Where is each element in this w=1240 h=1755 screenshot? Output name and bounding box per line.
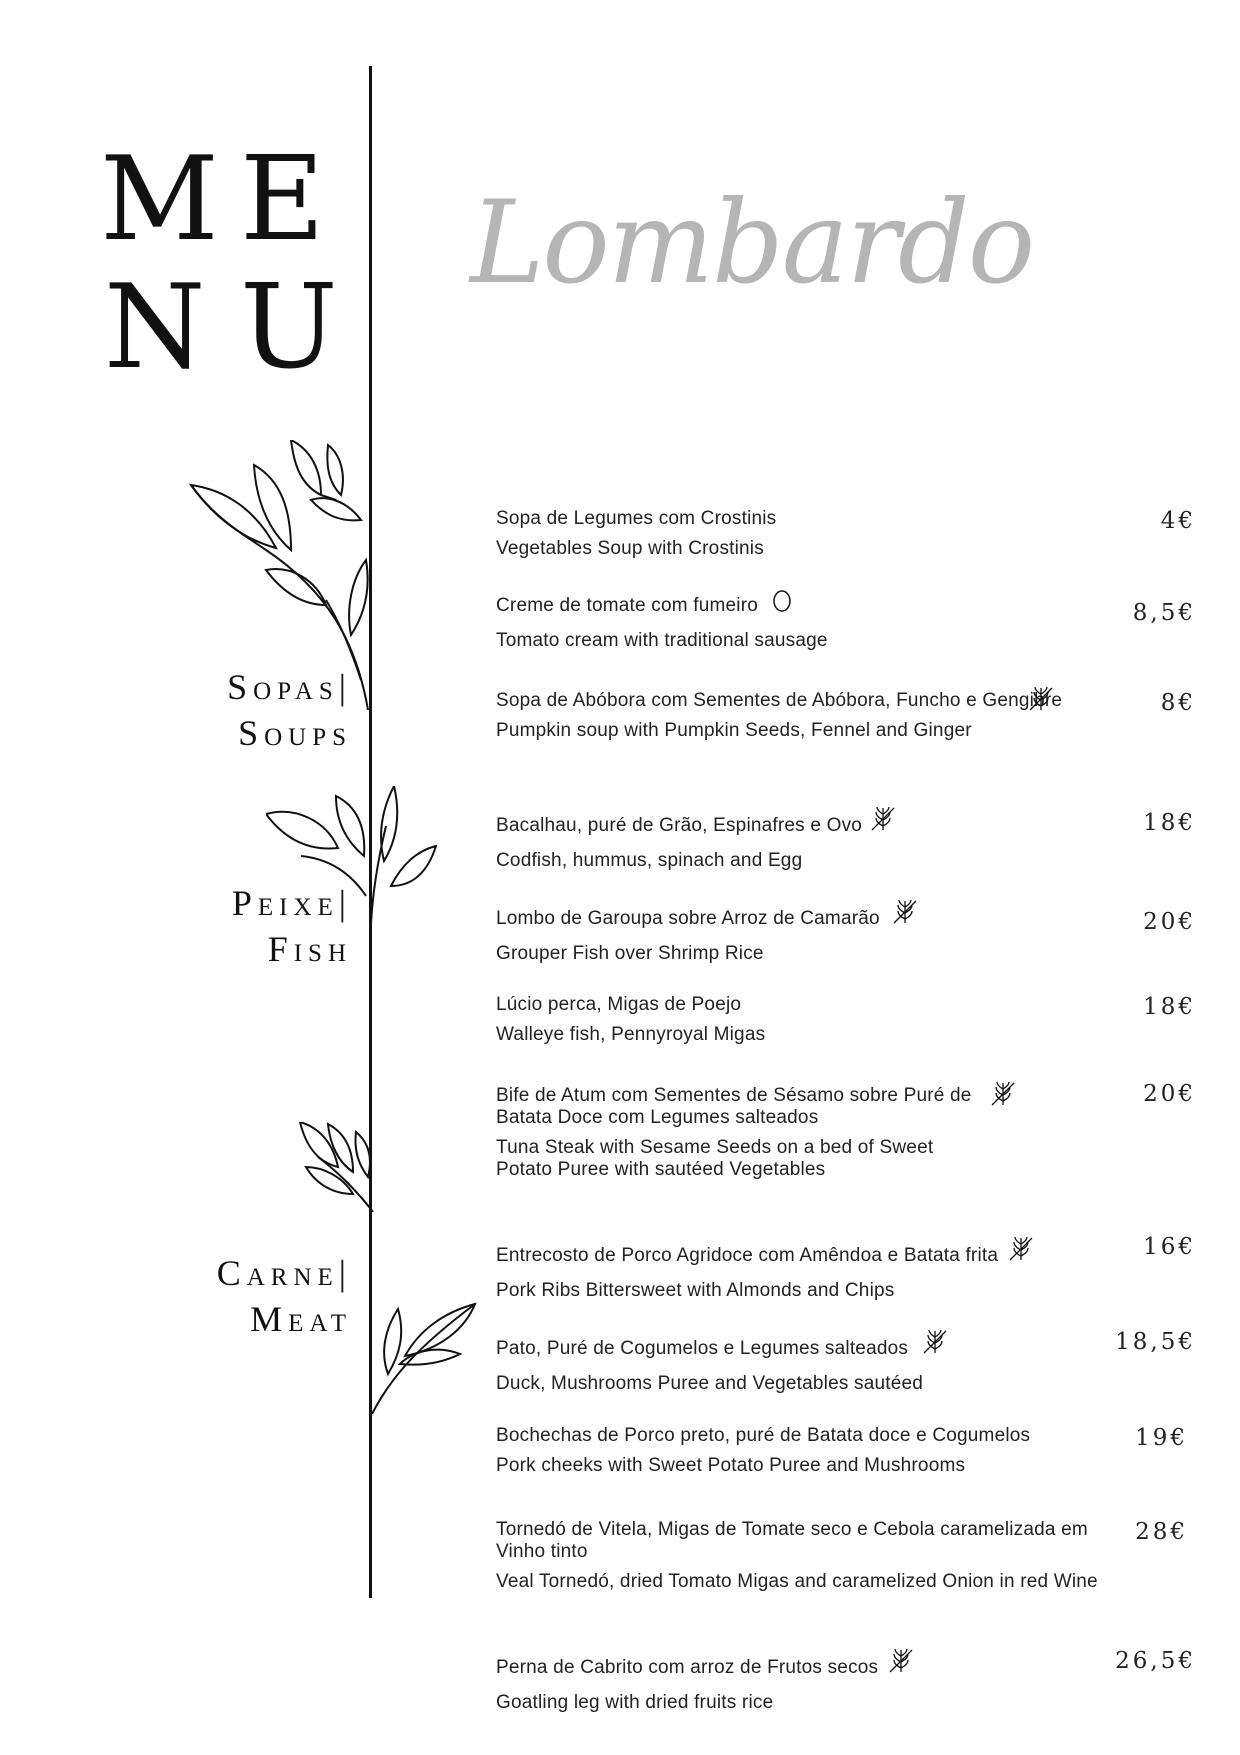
item-name-pt: Sopa de Abóbora com Sementes de Abóbora, Funcho e Gengibre bbox=[496, 690, 1063, 711]
restaurant-name: Lombardo bbox=[470, 176, 1034, 310]
item-name-en: Duck, Mushrooms Puree and Vegetables sautéed bbox=[496, 1373, 924, 1394]
menu-item bbox=[496, 508, 1216, 560]
item-name-en: Tuna Steak with Sesame Seeds on a bed of Sweet Potato Puree with sautéed Vegetables bbox=[496, 1137, 934, 1180]
item-name-pt: Lombo de Garoupa sobre Arroz de Camarão bbox=[496, 908, 880, 930]
item-name-en: Goatling leg with dried fruits rice bbox=[496, 1692, 774, 1713]
item-name-en: Pork cheeks with Sweet Potato Puree and Mushrooms bbox=[496, 1455, 966, 1476]
menu-item bbox=[496, 690, 1216, 742]
item-name-pt: Tornedó de Vitela, Migas de Tomate seco e Cebola caramelizada em Vinho tinto bbox=[496, 1519, 1088, 1562]
item-name-pt: Bacalhau, puré de Grão, Espinafres e Ovo bbox=[496, 815, 863, 837]
item-price: 18€ bbox=[1143, 810, 1196, 836]
item-price: 26,5€ bbox=[1115, 1648, 1196, 1674]
item-name-en: Pork Ribs Bittersweet with Almonds and Chips bbox=[496, 1280, 895, 1301]
menu-item bbox=[496, 1519, 1216, 1593]
menu-item bbox=[496, 903, 1216, 965]
section-label-fish bbox=[232, 880, 352, 972]
section-label-meat-pt: Carne| bbox=[216, 1253, 352, 1293]
item-name-pt: Creme de tomate com fumeiro bbox=[496, 595, 758, 617]
menu-letter-n: N bbox=[104, 260, 206, 395]
section-label-meat-en: Meat bbox=[250, 1299, 352, 1339]
section-label-soups-pt: Sopas| bbox=[227, 667, 352, 707]
menu-letter-e: E bbox=[240, 132, 325, 267]
item-price: 20€ bbox=[1143, 1081, 1196, 1107]
gluten-free-icon bbox=[990, 1081, 1016, 1113]
section-label-soups bbox=[227, 664, 352, 756]
item-name-pt: Lúcio perca, Migas de Poejo bbox=[496, 994, 742, 1015]
item-name-pt: Pato, Puré de Cogumelos e Legumes salteados bbox=[496, 1338, 909, 1360]
item-price: 8,5€ bbox=[1132, 600, 1196, 626]
item-name-pt: Entrecosto de Porco Agridoce com Amêndoa e Batata frita bbox=[496, 1245, 999, 1267]
gluten-free-icon bbox=[870, 806, 896, 838]
menu-letter-m: M bbox=[100, 132, 219, 267]
menu-item bbox=[496, 994, 1216, 1046]
item-price: 16€ bbox=[1143, 1234, 1196, 1260]
gluten-free-icon bbox=[1008, 1236, 1034, 1268]
item-price: 19€ bbox=[1135, 1425, 1188, 1451]
menu-item bbox=[496, 1329, 1216, 1395]
item-price: 28€ bbox=[1135, 1519, 1188, 1545]
section-label-fish-pt: Peixe| bbox=[231, 883, 352, 923]
item-price: 18€ bbox=[1143, 994, 1196, 1020]
item-name-en: Tomato cream with traditional sausage bbox=[496, 630, 828, 651]
item-name-en: Walleye fish, Pennyroyal Migas bbox=[496, 1024, 766, 1045]
menu-item bbox=[496, 810, 1216, 872]
gluten-free-icon bbox=[892, 899, 918, 931]
leaf-stem-icon bbox=[370, 1294, 480, 1414]
menu-letter-u: U bbox=[240, 260, 338, 395]
menu-item bbox=[496, 590, 1216, 652]
item-name-en: Codfish, hummus, spinach and Egg bbox=[496, 850, 803, 871]
menu-item bbox=[496, 1648, 1216, 1714]
menu-item bbox=[496, 1081, 1216, 1181]
item-price: 8€ bbox=[1160, 690, 1196, 716]
item-price: 18,5€ bbox=[1115, 1329, 1196, 1355]
item-name-en: Pumpkin soup with Pumpkin Seeds, Fennel and Ginger bbox=[496, 720, 972, 741]
item-name-pt: Bife de Atum com Sementes de Sésamo sobre Puré de Batata Doce com Legumes salteados bbox=[496, 1085, 972, 1128]
section-label-meat bbox=[217, 1250, 352, 1342]
item-name-pt: Bochechas de Porco preto, puré de Batata doce e Cogumelos bbox=[496, 1425, 1031, 1446]
item-price: 20€ bbox=[1143, 909, 1196, 935]
item-name-en: Grouper Fish over Shrimp Rice bbox=[496, 943, 764, 964]
menu-item bbox=[496, 1425, 1216, 1477]
gluten-free-icon bbox=[1028, 686, 1054, 718]
item-name-pt: Perna de Cabrito com arroz de Frutos secos bbox=[496, 1657, 879, 1679]
gluten-free-icon bbox=[888, 1648, 914, 1680]
leaf-twig-icon bbox=[298, 1122, 378, 1212]
item-price: 4€ bbox=[1160, 508, 1196, 534]
menu-item bbox=[496, 1234, 1216, 1302]
item-name-en: Veal Tornedó, dried Tomato Migas and caramelized Onion in red Wine bbox=[496, 1571, 1098, 1592]
section-label-soups-en: Soups bbox=[238, 713, 352, 753]
egg-icon bbox=[772, 586, 792, 618]
item-name-pt: Sopa de Legumes com Crostinis bbox=[496, 508, 777, 529]
section-label-fish-en: Fish bbox=[267, 929, 352, 969]
item-name-en: Vegetables Soup with Crostinis bbox=[496, 538, 764, 559]
gluten-free-icon bbox=[922, 1329, 948, 1361]
